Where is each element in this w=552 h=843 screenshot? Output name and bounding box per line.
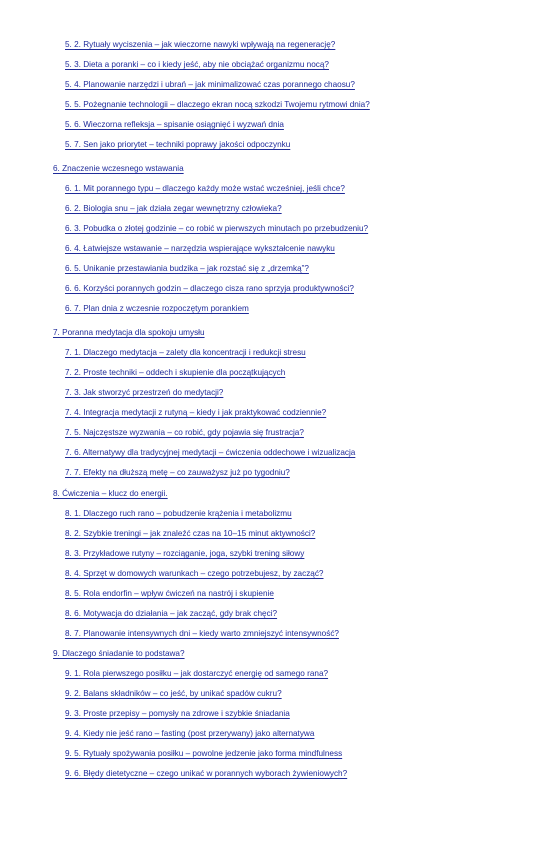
toc-section-link[interactable]: 6. 7. Plan dnia z wczesnie rozpoczętym porankiem <box>65 304 249 313</box>
toc-section-link[interactable]: 6. 1. Mit porannego typu – dlaczego każdy może wstać wcześniej, jeśli chce? <box>65 184 345 193</box>
toc-section-link[interactable]: 6. 5. Unikanie przestawiania budzika – jak rozstać się z „drzemką”? <box>65 264 309 273</box>
toc-section-link[interactable]: 5. 5. Pożegnanie technologii – dlaczego ekran nocą szkodzi Twojemu rytmowi dnia? <box>65 100 370 109</box>
toc-section-link[interactable]: 5. 7. Sen jako priorytet – techniki poprawy jakości odpoczynku <box>65 140 291 149</box>
toc-chapter-link[interactable]: 6. Znaczenie wczesnego wstawania <box>53 164 184 173</box>
toc-section-link[interactable]: 7. 1. Dlaczego medytacja – zalety dla koncentracji i redukcji stresu <box>65 348 306 357</box>
toc-section-link[interactable]: 7. 7. Efekty na dłuższą metę – co zauważysz już po tygodniu? <box>65 468 290 477</box>
toc-section-link[interactable]: 6. 6. Korzyści porannych godzin – dlaczego cisza rano sprzyja produktywności? <box>65 284 354 293</box>
toc-section-link[interactable]: 7. 4. Integracja medytacji z rutyną – kiedy i jak praktykować codziennie? <box>65 408 327 417</box>
toc-section-link[interactable]: 8. 2. Szybkie treningi – jak znaleźć czas na 10–15 minut aktywności? <box>65 529 316 538</box>
toc-section-link[interactable]: 7. 6. Alternatywy dla tradycyjnej medytacji – ćwiczenia oddechowe i wizualizacja <box>65 448 356 457</box>
toc-section-link[interactable]: 8. 3. Przykładowe rutyny – rozciąganie, joga, szybki trening siłowy <box>65 549 305 558</box>
toc-section-link[interactable]: 9. 2. Balans składników – co jeść, by unikać spadów cukru? <box>65 689 282 698</box>
toc-section-link[interactable]: 6. 3. Pobudka o złotej godzinie – co robić w pierwszych minutach po przebudzeniu? <box>65 224 369 233</box>
toc-section-link[interactable]: 7. 3. Jak stworzyć przestrzeń do medytacji? <box>65 388 224 397</box>
toc-section-link[interactable]: 6. 2. Biologia snu – jak działa zegar wewnętrzny człowieka? <box>65 204 282 213</box>
toc-section-link[interactable]: 9. 3. Proste przepisy – pomysły na zdrowe i szybkie śniadania <box>65 709 290 718</box>
toc-section-link[interactable]: 5. 2. Rytuały wyciszenia – jak wieczorne nawyki wpływają na regenerację? <box>65 40 336 49</box>
toc-section-link[interactable]: 8. 5. Rola endorfin – wpływ ćwiczeń na nastrój i skupienie <box>65 589 274 598</box>
toc-section-link[interactable]: 9. 5. Rytuały spożywania posiłku – powolne jedzenie jako forma mindfulness <box>65 749 343 758</box>
toc-section-link[interactable]: 8. 7. Planowanie intensywnych dni – kiedy warto zmniejszyć intensywność? <box>65 629 339 638</box>
toc-section-link[interactable]: 9. 6. Błędy dietetyczne – czego unikać w porannych wyborach żywieniowych? <box>65 769 348 778</box>
toc-chapter-link[interactable]: 9. Dlaczego śniadanie to podstawa? <box>53 649 185 658</box>
toc-section-link[interactable]: 9. 1. Rola pierwszego posiłku – jak dostarczyć energię od samego rana? <box>65 669 329 678</box>
toc-section-link[interactable]: 7. 2. Proste techniki – oddech i skupienie dla początkujących <box>65 368 286 377</box>
toc-section-link[interactable]: 5. 4. Planowanie narzędzi i ubrań – jak minimalizować czas porannego chaosu? <box>65 80 355 89</box>
toc-section-link[interactable]: 9. 4. Kiedy nie jeść rano – fasting (post przerywany) jako alternatywa <box>65 729 315 738</box>
toc-section-link[interactable]: 8. 1. Dlaczego ruch rano – pobudzenie krążenia i metabolizmu <box>65 509 292 518</box>
toc-section-link[interactable]: 8. 6. Motywacja do działania – jak zacząć, gdy brak chęci? <box>65 609 278 618</box>
toc-section-link[interactable]: 5. 6. Wieczorna refleksja – spisanie osiągnięć i wyzwań dnia <box>65 120 284 129</box>
toc-section-link[interactable]: 8. 4. Sprzęt w domowych warunkach – czego potrzebujesz, by zacząć? <box>65 569 324 578</box>
toc-chapter-link[interactable]: 7. Poranna medytacja dla spokoju umysłu <box>53 328 205 337</box>
toc-section-link[interactable]: 7. 5. Najczęstsze wyzwania – co robić, gdy pojawia się frustracja? <box>65 428 304 437</box>
toc-section-link[interactable]: 5. 3. Dieta a poranki – co i kiedy jeść, aby nie obciążać organizmu nocą? <box>65 60 329 69</box>
toc-section-link[interactable]: 6. 4. Łatwiejsze wstawanie – narzędzia wspierające wykształcenie nawyku <box>65 244 335 253</box>
toc-chapter-link[interactable]: 8. Ćwiczenia – klucz do energii. <box>53 489 168 498</box>
